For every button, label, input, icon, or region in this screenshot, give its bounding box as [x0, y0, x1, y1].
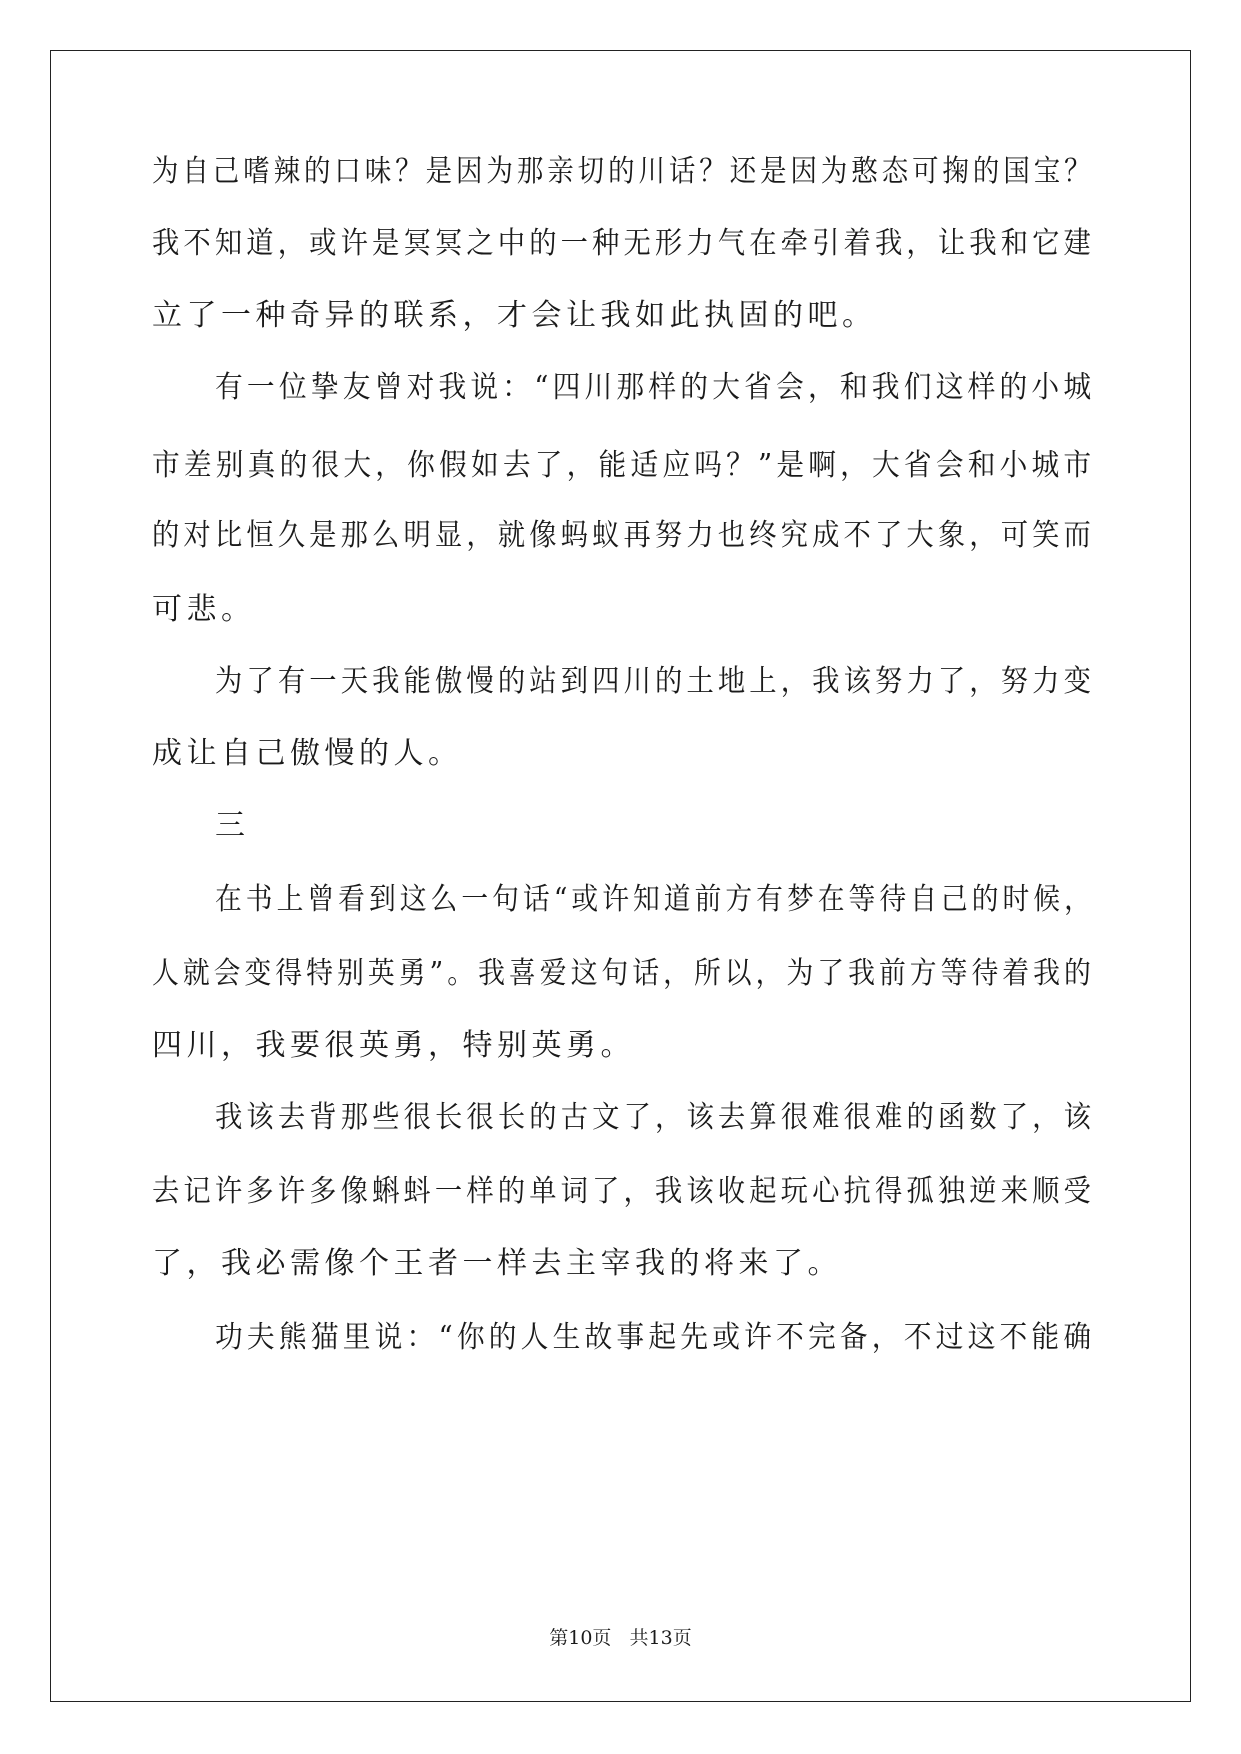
paragraph-start-line: 为了有一天我能傲慢的站到四川的土地上，我该努力了，努力变: [215, 664, 1096, 699]
body-line: 人就会变得特别英勇”。我喜爱这句话，所以，为了我前方等待着我的: [152, 956, 1095, 991]
body-line: 市差别真的很大，你假如去了，能适应吗？”是啊，大省会和小城市: [152, 448, 1096, 483]
body-line: 四川，我要很英勇，特别英勇。: [152, 1028, 635, 1063]
body-line: 为自己嗜辣的口味？是因为那亲切的川话？还是因为憨态可掬的国宝？: [152, 154, 1095, 189]
body-line: 可悲。: [152, 592, 256, 627]
page-number-footer: 第10页 共13页: [549, 1627, 692, 1649]
paragraph-start-line: 我该去背那些很长很长的古文了，该去算很难很难的函数了，该: [215, 1100, 1096, 1135]
section-heading: 三: [215, 808, 250, 843]
paragraph-start-line: 在书上曾看到这么一句话“或许知道前方有梦在等待自己的时候，: [215, 882, 1095, 917]
body-line: 我不知道，或许是冥冥之中的一种无形力气在牵引着我，让我和它建: [152, 226, 1095, 261]
body-line: 了，我必需像个王者一样去主宰我的将来了。: [152, 1246, 842, 1281]
body-line: 成让自己傲慢的人。: [152, 736, 463, 771]
paragraph-start-line: 功夫熊猫里说：“你的人生故事起先或许不完备，不过这不能确: [215, 1320, 1096, 1355]
paragraph-start-line: 有一位挚友曾对我说：“四川那样的大省会，和我们这样的小城: [215, 370, 1096, 405]
body-line: 去记许多许多像蝌蚪一样的单词了，我该收起玩心抗得孤独逆来顺受: [152, 1174, 1095, 1209]
body-line: 立了一种奇异的联系，才会让我如此执固的吧。: [152, 298, 877, 333]
body-line: 的对比恒久是那么明显，就像蚂蚁再努力也终究成不了大象，可笑而: [152, 518, 1095, 553]
